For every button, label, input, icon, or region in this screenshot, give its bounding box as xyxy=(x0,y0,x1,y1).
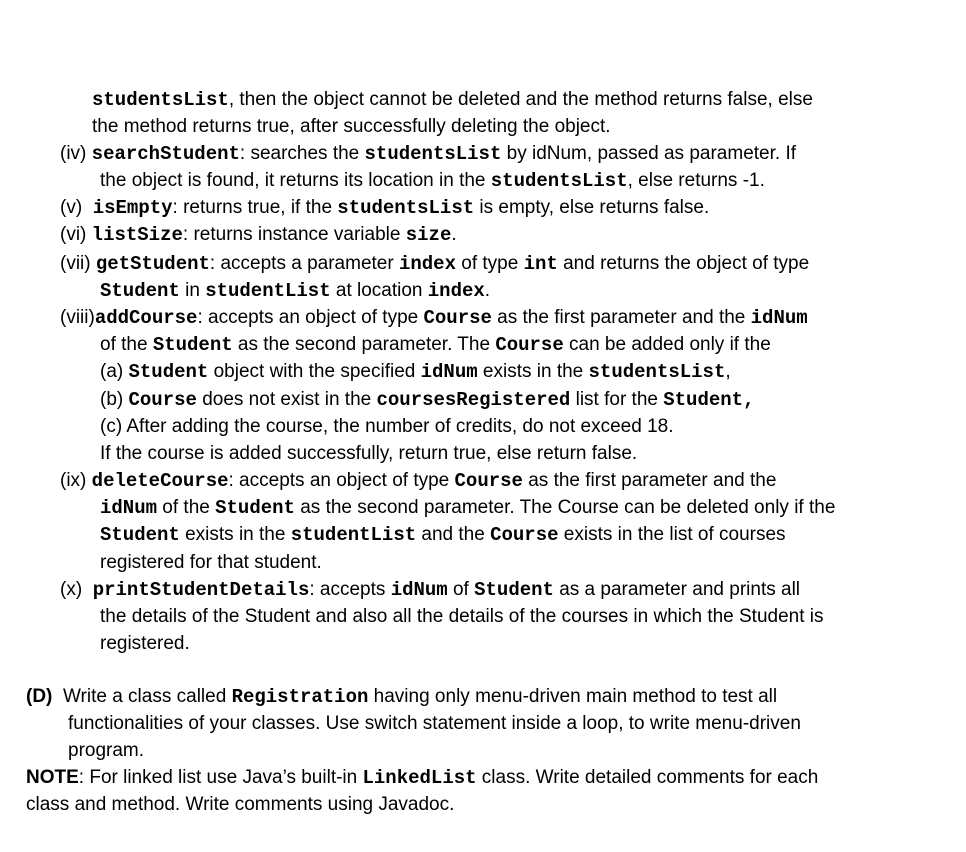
item-viii-sub-b: (b) Course does not exist in the coursesRegistered list for the Student, xyxy=(100,389,755,411)
item-ix-label: (ix) xyxy=(60,470,87,491)
item-x-line-1: (x) printStudentDetails: accepts idNum of Student as a parameter and prints all xyxy=(60,579,801,601)
item-vii-label: (vii) xyxy=(60,253,91,274)
item-viii-sub-a: (a) Student object with the specified idNum exists in the studentsList, xyxy=(100,361,731,383)
item-vii-line-2: Student in studentList at location index. xyxy=(100,280,491,302)
item-viii-line-1: (viii)addCourse: accepts an object of type Course as the first parameter and the idNum xyxy=(60,307,808,329)
item-vii-line-1: (vii) getStudent: accepts a parameter index of type int and returns the object of type xyxy=(60,253,810,275)
section-d-label: (D) xyxy=(26,686,53,707)
code-term: studentsList xyxy=(92,89,229,111)
section-d-line-1: (D) Write a class called Registration having only menu-driven main method to test all xyxy=(26,686,778,708)
item-vi-label: (vi) xyxy=(60,224,87,245)
item-x-line-3: registered. xyxy=(100,633,190,654)
item-vi-line-1: (vi) listSize: returns instance variable size. xyxy=(60,224,457,246)
item-ix-line-1: (ix) deleteCourse: accepts an object of type Course as the first parameter and the xyxy=(60,470,777,492)
item-viii-label: (viii) xyxy=(60,307,95,328)
item-viii-line-6: If the course is added successfully, return true, else return false. xyxy=(100,443,638,464)
item-x-line-2: the details of the Student and also all the details of the courses in which the Student is xyxy=(100,606,824,627)
item-ix-line-2: idNum of the Student as the second parameter. The Course can be deleted only if the xyxy=(100,497,836,519)
section-d-line-3: program. xyxy=(68,740,145,761)
note-label: NOTE xyxy=(26,767,79,788)
item-v-label: (v) xyxy=(60,197,83,218)
item-iv-line-2: the object is found, it returns its location in the studentsList, else returns -1. xyxy=(100,170,765,192)
item-x-label: (x) xyxy=(60,579,83,600)
item-v-line-1: (v) isEmpty: returns true, if the studentsList is empty, else returns false. xyxy=(60,197,710,219)
section-d-line-2: functionalities of your classes. Use switch statement inside a loop, to write menu-driven xyxy=(68,713,801,734)
item-viii-line-2: of the Student as the second parameter. The Course can be added only if the xyxy=(100,334,771,356)
cont-line-2: the method returns true, after successfully deleting the object. xyxy=(92,116,611,137)
note-line-1: NOTE: For linked list use Java’s built-in LinkedList class. Write detailed comments for each xyxy=(26,767,819,789)
item-ix-line-3: Student exists in the studentList and the Course exists in the list of courses xyxy=(100,524,786,546)
item-viii-sub-c: (c) After adding the course, the number of credits, do not exceed 18. xyxy=(100,416,674,437)
item-iv-label: (iv) xyxy=(60,143,87,164)
item-ix-line-4: registered for that student. xyxy=(100,552,322,573)
item-iv-line-1: (iv) searchStudent: searches the studentsList by idNum, passed as parameter. If xyxy=(60,143,796,165)
cont-line-1: studentsList, then the object cannot be deleted and the method returns false, else xyxy=(92,89,813,111)
note-line-2: class and method. Write comments using Javadoc. xyxy=(26,794,455,815)
